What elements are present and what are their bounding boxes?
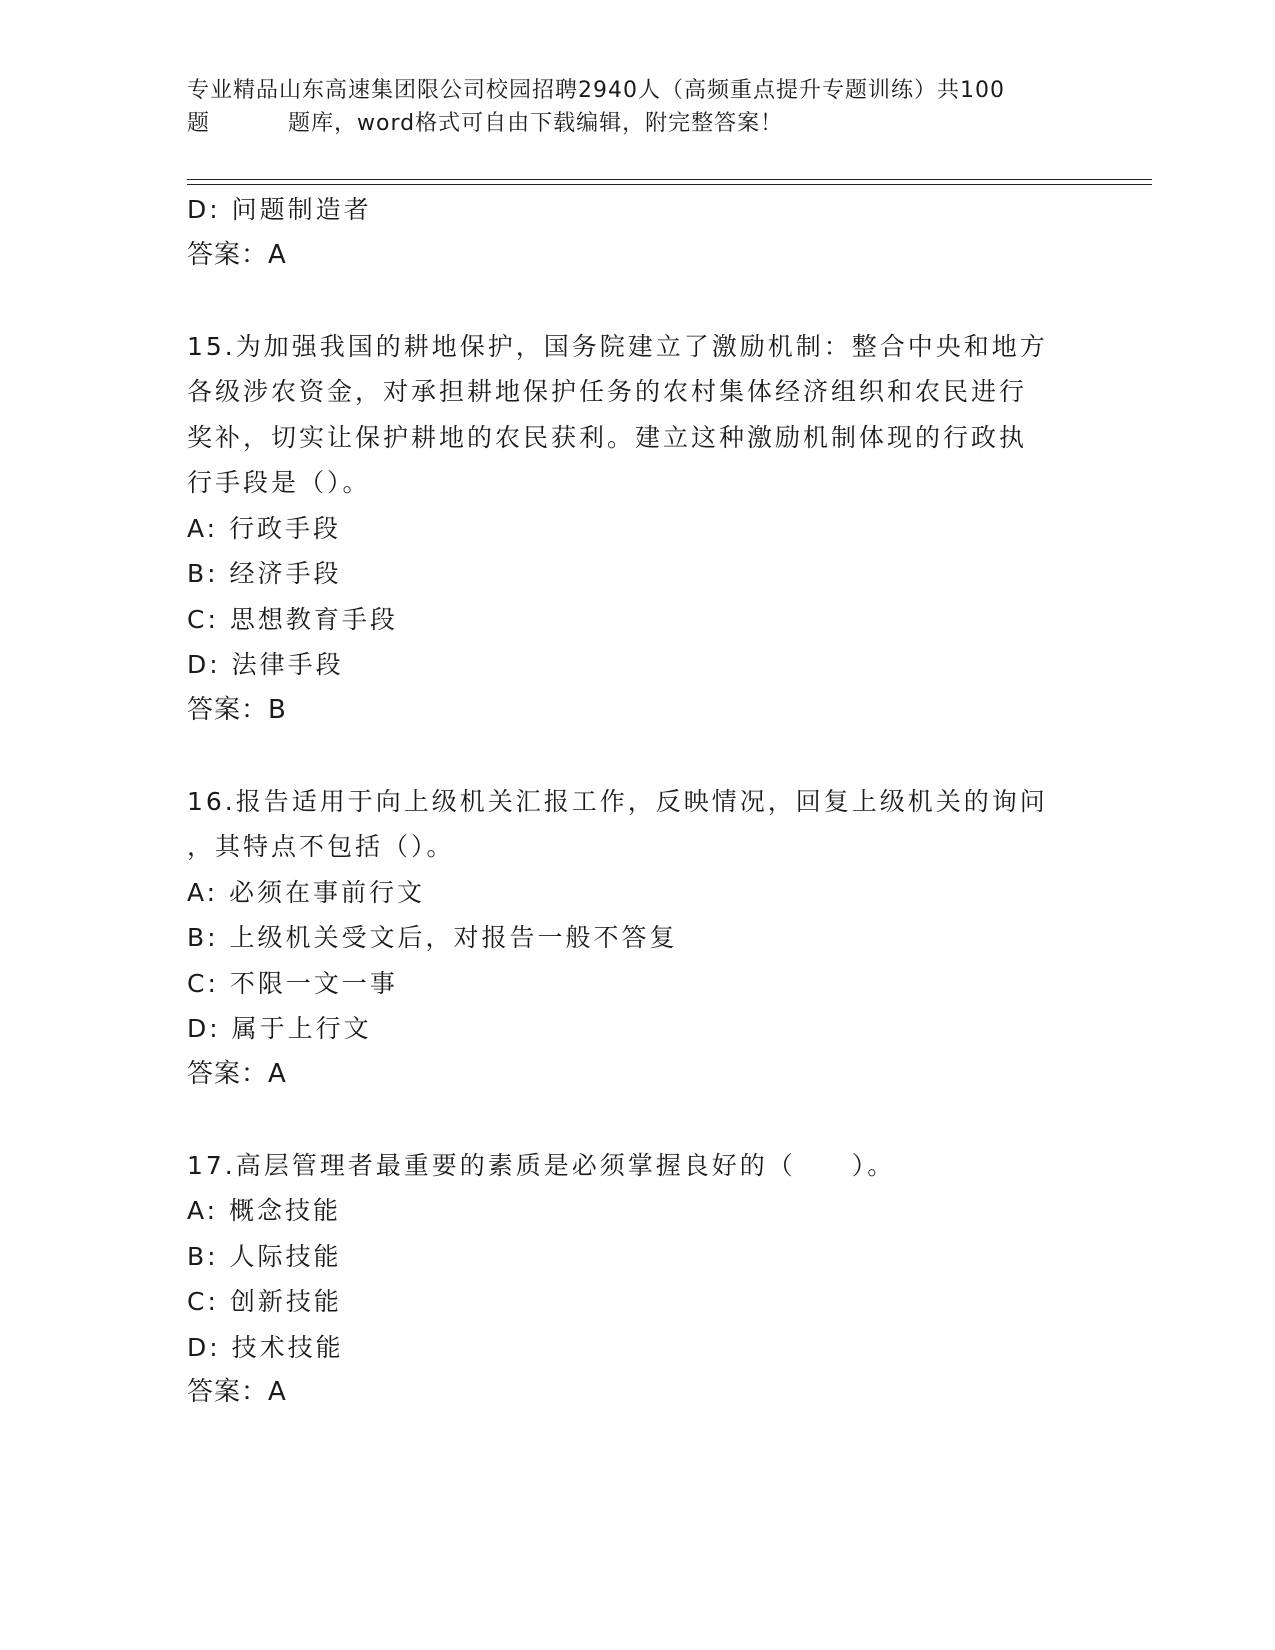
spacer	[187, 733, 1087, 779]
question-16	[187, 779, 1087, 1098]
option-b: B: 上级机关受文后，对报告一般不答复	[187, 923, 678, 952]
answer-line: 答案：B	[187, 694, 287, 725]
option-d: D: 技术技能	[187, 1332, 344, 1362]
answer-line: 答案：A	[187, 1377, 287, 1407]
header-rule-bottom	[187, 184, 1152, 185]
answer-line: 答案：A	[187, 1058, 287, 1089]
question-text-line: 奖补，切实让保护耕地的农民获利。建立这种激励机制体现的行政执	[187, 422, 1028, 452]
question-15	[187, 324, 1087, 734]
question-text-line: 17.高层管理者最重要的素质是必须掌握良好的（ ）。	[187, 1150, 896, 1180]
question-text-line: 15.为加强我国的耕地保护，国务院建立了激励机制：整合中央和地方	[187, 331, 1048, 361]
header-title-line2	[187, 107, 1087, 140]
option-a: A: 行政手段	[187, 513, 342, 543]
spacer	[187, 278, 1087, 324]
question-text-line: 行手段是（）。	[187, 468, 371, 497]
option-a: A: 概念技能	[187, 1196, 342, 1225]
spacer	[187, 1097, 1087, 1143]
option-b: B: 经济手段	[187, 559, 342, 588]
option-d: D: 属于上行文	[187, 1014, 372, 1043]
option-c: C: 不限一文一事	[187, 968, 398, 998]
option-a: A: 必须在事前行文	[187, 877, 426, 907]
question-list	[187, 187, 1087, 1416]
header-title-line1: 专业精品山东高速集团限公司校园招聘2940人（高频重点提升专题训练）共100	[187, 78, 1005, 103]
question-text-line: 16.报告适用于向上级机关汇报工作，反映情况，回复上级机关的询问	[187, 786, 1048, 816]
option-d: D: 问题制造者	[187, 195, 372, 224]
option-d: D: 法律手段	[187, 650, 344, 679]
document-header	[187, 74, 1087, 140]
question-17	[187, 1143, 1087, 1416]
header-title-line2-right: 题库，word格式可自由下载编辑，附完整答案！	[288, 111, 784, 136]
option-c: C: 思想教育手段	[187, 604, 398, 634]
question-text-line: ，其特点不包括（）。	[187, 832, 455, 861]
header-title-line2-left: 题	[187, 111, 211, 136]
header-rule-top	[187, 179, 1152, 180]
question-text-line: 各级涉农资金，对承担耕地保护任务的农村集体经济组织和农民进行	[187, 377, 1028, 406]
option-b: B: 人际技能	[187, 1241, 342, 1271]
option-c: C: 创新技能	[187, 1287, 342, 1316]
answer-line: 答案：A	[187, 239, 287, 270]
